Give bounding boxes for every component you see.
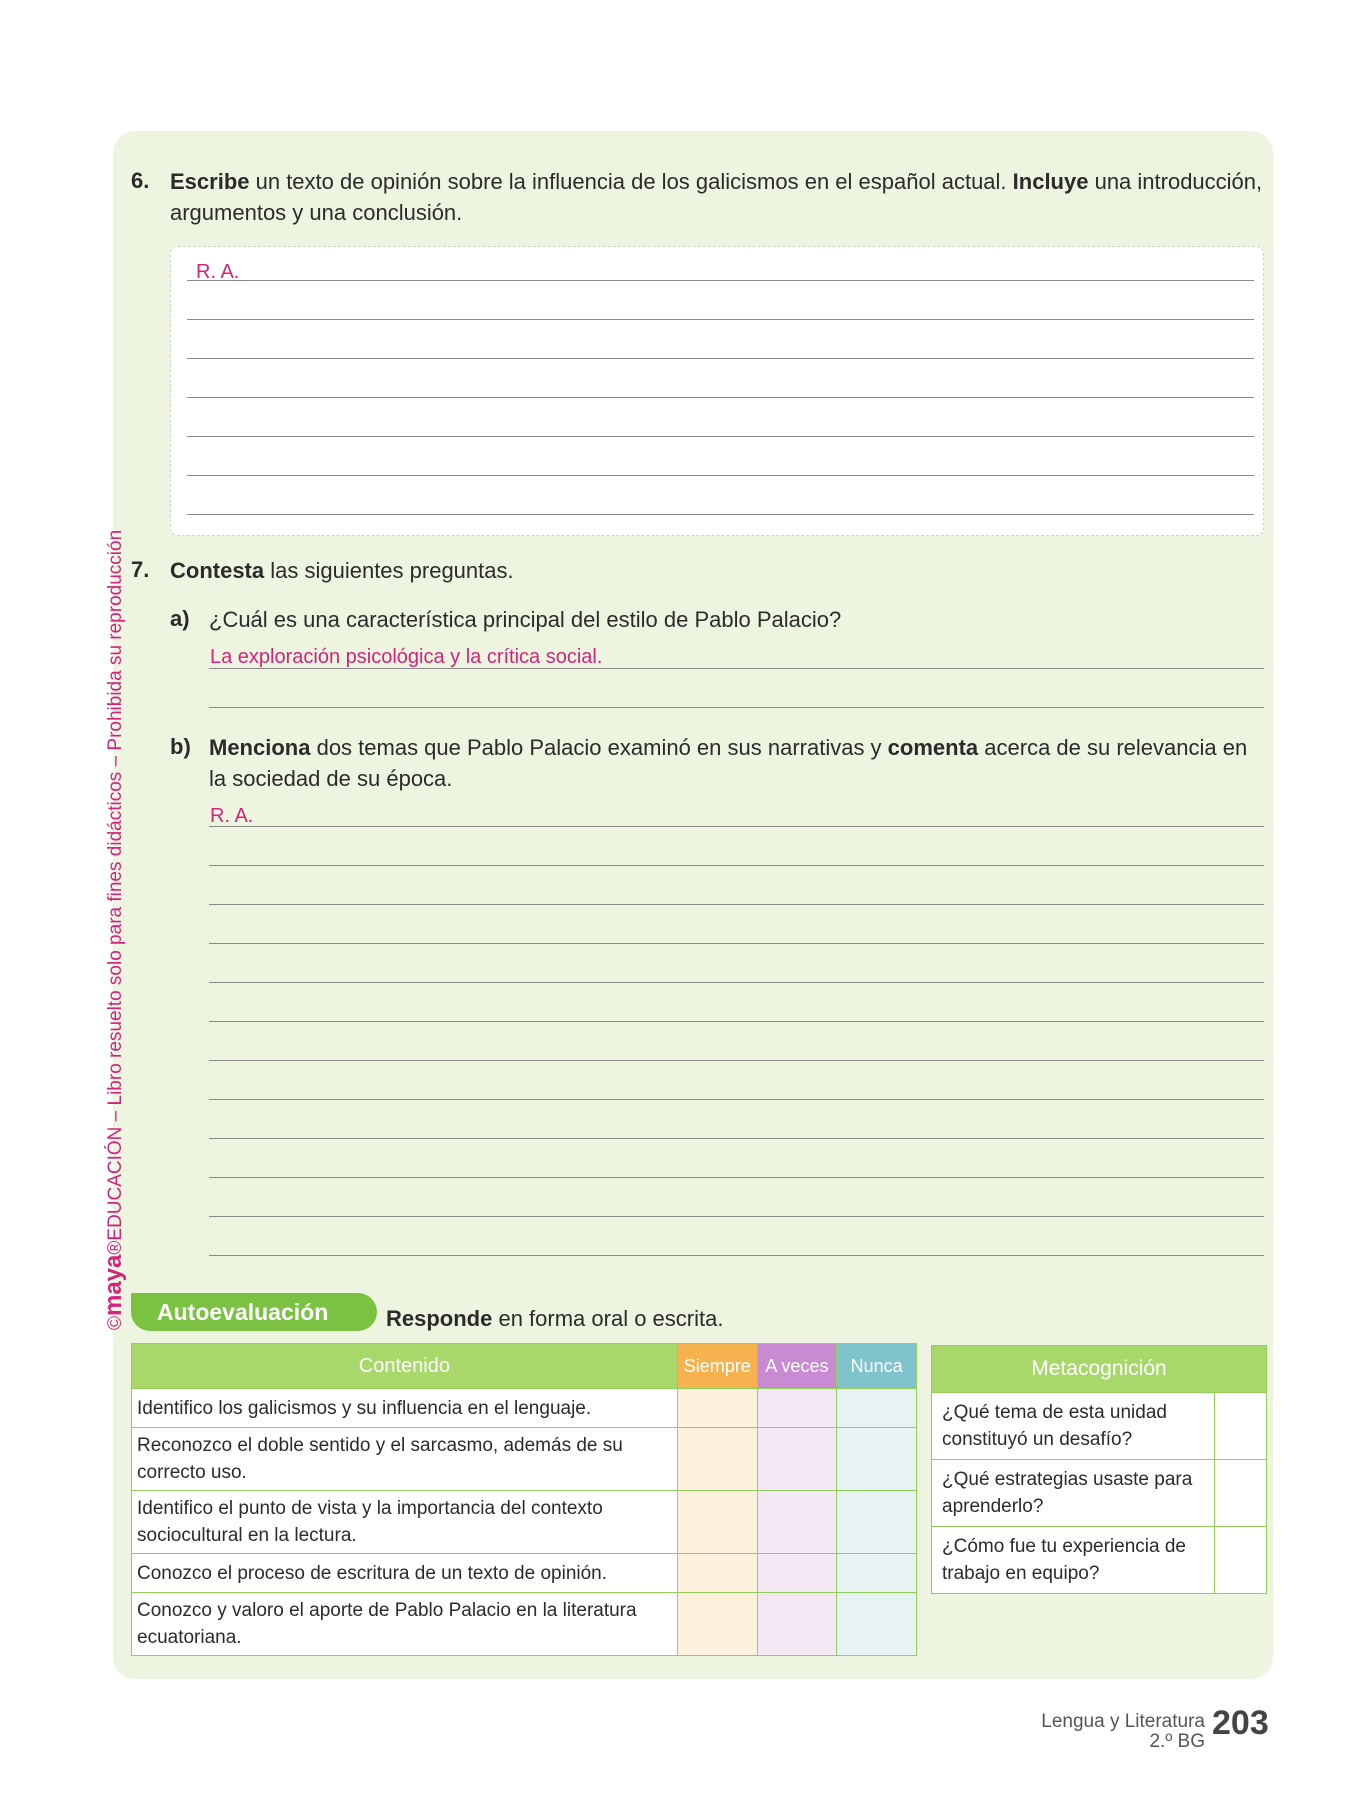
- table-row: [132, 1593, 917, 1656]
- metacognicion-answer-cell[interactable]: [1215, 1527, 1267, 1594]
- table-row: [932, 1527, 1267, 1594]
- q7b-line: [209, 1255, 1264, 1256]
- side-note-text: EDUCACIÓN – Libro resuelto solo para fines didácticos – Prohibida su reproducción: [105, 529, 126, 1241]
- row-contenido: Conozco y valoro el aporte de Pablo Palacio en la literatura ecuatoriana.: [132, 1593, 678, 1656]
- q7b-line: [209, 1099, 1264, 1100]
- registered-mark: ®: [105, 1240, 126, 1255]
- autoevaluacion-table: [131, 1343, 917, 1656]
- a-veces-cell[interactable]: [757, 1428, 837, 1491]
- q6-line: [187, 436, 1254, 437]
- q6-line: [187, 475, 1254, 476]
- table-row: [932, 1460, 1267, 1527]
- metacognicion-question: ¿Qué tema de esta unidad constituyó un desafío?: [932, 1393, 1215, 1460]
- q6-text-part1: un texto de opinión sobre la influencia de los galicismos en el español actual.: [249, 169, 1013, 194]
- q7b-label: b): [170, 734, 191, 759]
- q7b-line: [209, 1177, 1264, 1178]
- header-contenido: Contenido: [132, 1344, 678, 1389]
- q7b-line: [209, 943, 1264, 944]
- row-contenido: Reconozco el doble sentido y el sarcasmo, además de su correcto uso.: [132, 1428, 678, 1491]
- brand-logo: maya: [100, 1254, 127, 1316]
- nunca-cell[interactable]: [837, 1428, 917, 1491]
- header-metacognicion: Metacognición: [932, 1346, 1267, 1393]
- table-row: [132, 1389, 917, 1428]
- nunca-cell[interactable]: [837, 1554, 917, 1593]
- q7b-text-part2: acerca de su relevancia en la sociedad de su época.: [209, 735, 1248, 791]
- q7b-verb-menciona: Menciona: [209, 735, 311, 760]
- metacognicion-answer-cell[interactable]: [1215, 1460, 1267, 1527]
- q7b-line: [209, 826, 1264, 827]
- footer-grade: 2.º BG: [1149, 1731, 1205, 1752]
- autoevaluacion-verb: Responde: [386, 1306, 493, 1331]
- nunca-cell[interactable]: [837, 1491, 917, 1554]
- header-nunca: Nunca: [837, 1344, 917, 1389]
- q7a-question: ¿Cuál es una característica principal del estilo de Pablo Palacio?: [209, 607, 842, 632]
- a-veces-cell[interactable]: [757, 1554, 837, 1593]
- q6-answer: R. A.: [196, 261, 240, 283]
- siempre-cell[interactable]: [677, 1593, 757, 1656]
- q7b-line: [209, 904, 1264, 905]
- footer-subject-block: [1041, 1712, 1205, 1752]
- q7b-line: [209, 1021, 1264, 1022]
- q6-answer-box[interactable]: [170, 246, 1264, 536]
- metacognicion-question: ¿Cómo fue tu experiencia de trabajo en equipo?: [932, 1527, 1215, 1594]
- q7a-line: [209, 668, 1264, 669]
- a-veces-cell[interactable]: [757, 1491, 837, 1554]
- autoevaluacion-badge: Autoevaluación: [131, 1293, 377, 1331]
- q7-number: 7.: [131, 557, 150, 582]
- siempre-cell[interactable]: [677, 1554, 757, 1593]
- a-veces-cell[interactable]: [757, 1389, 837, 1428]
- q7b-verb-comenta: comenta: [887, 735, 979, 760]
- autoevaluacion-instruction-text: en forma oral o escrita.: [492, 1306, 724, 1331]
- q7b-line: [209, 1060, 1264, 1061]
- q6-verb-incluye: Incluye: [1012, 169, 1089, 194]
- q7b-line: [209, 982, 1264, 983]
- nunca-cell[interactable]: [837, 1593, 917, 1656]
- table-row: [132, 1554, 917, 1593]
- siempre-cell[interactable]: [677, 1428, 757, 1491]
- q7-text: las siguientes preguntas.: [264, 558, 514, 583]
- copyright-side-note: [100, 530, 128, 1330]
- q7a-label: a): [170, 606, 190, 631]
- autoevaluacion-header-row: [132, 1344, 917, 1389]
- q7-verb-contesta: Contesta: [170, 558, 265, 583]
- row-contenido: Conozco el proceso de escritura de un texto de opinión.: [132, 1554, 678, 1593]
- q7b-text-part1: dos temas que Pablo Palacio examinó en sus narrativas y: [310, 735, 888, 760]
- q6-line: [187, 319, 1254, 320]
- q6-line: [187, 397, 1254, 398]
- siempre-cell[interactable]: [677, 1491, 757, 1554]
- table-row: [132, 1428, 917, 1491]
- q7-prompt: [170, 555, 514, 586]
- q6-prompt: [170, 166, 1270, 228]
- q7b-line: [209, 865, 1264, 866]
- metacognicion-answer-cell[interactable]: [1215, 1393, 1267, 1460]
- metacognicion-table: [931, 1345, 1267, 1594]
- table-row: [932, 1393, 1267, 1460]
- metacognicion-question: ¿Qué estrategias usaste para aprenderlo?: [932, 1460, 1215, 1527]
- q7b-question: [209, 732, 1269, 794]
- q6-text-part2: una introducción, argumentos y una conclusión.: [170, 169, 1263, 225]
- table-row: [132, 1491, 917, 1554]
- nunca-cell[interactable]: [837, 1389, 917, 1428]
- q6-line: [187, 514, 1254, 515]
- q7a-answer: La exploración psicológica y la crítica social.: [210, 646, 603, 668]
- q7b-answer: R. A.: [210, 805, 254, 827]
- page-number: 203: [1212, 1704, 1269, 1742]
- header-siempre: Siempre: [677, 1344, 757, 1389]
- row-contenido: Identifico el punto de vista y la importancia del contexto sociocultural en la lectura.: [132, 1491, 678, 1554]
- a-veces-cell[interactable]: [757, 1593, 837, 1656]
- q7b-line: [209, 1138, 1264, 1139]
- metacognicion-header-row: [932, 1346, 1267, 1393]
- siempre-cell[interactable]: [677, 1389, 757, 1428]
- header-a-veces: A veces: [757, 1344, 837, 1389]
- q6-line: [187, 280, 1254, 281]
- q7b-line: [209, 1216, 1264, 1217]
- row-contenido: Identifico los galicismos y su influencia en el lenguaje.: [132, 1389, 678, 1428]
- q6-verb-escribe: Escribe: [170, 169, 250, 194]
- autoevaluacion-instruction: [386, 1303, 723, 1334]
- q6-number: 6.: [131, 168, 150, 193]
- footer-subject: Lengua y Literatura: [1041, 1711, 1205, 1732]
- q7a-line: [209, 707, 1264, 708]
- copyright-symbol: ©: [105, 1316, 126, 1330]
- q6-line: [187, 358, 1254, 359]
